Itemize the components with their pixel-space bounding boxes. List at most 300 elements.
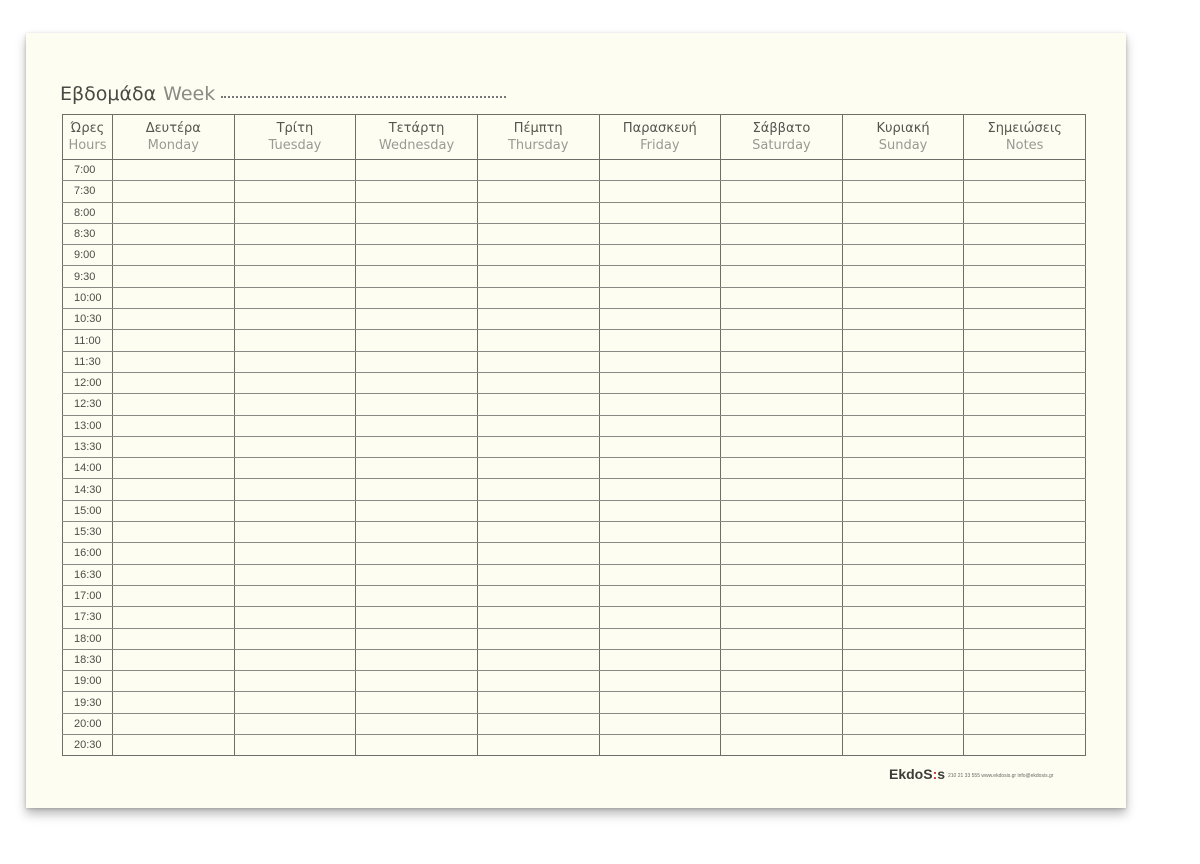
planner-cell[interactable] — [599, 436, 721, 457]
time-row — [63, 394, 1086, 415]
time-label: 13:00 — [63, 415, 113, 436]
planner-cell[interactable] — [234, 692, 356, 713]
time-label: 7:00 — [63, 160, 113, 181]
planner-cell[interactable] — [964, 479, 1086, 500]
planner-cell[interactable] — [964, 564, 1086, 585]
planner-cell[interactable] — [234, 351, 356, 372]
planner-cell[interactable] — [234, 372, 356, 393]
planner-cell[interactable] — [234, 287, 356, 308]
planner-cell[interactable] — [477, 436, 599, 457]
planner-cell[interactable] — [477, 372, 599, 393]
planner-cell[interactable] — [842, 585, 964, 606]
planner-cell[interactable] — [113, 671, 235, 692]
planner-cell[interactable] — [964, 181, 1086, 202]
planner-cell[interactable] — [721, 713, 843, 734]
time-label: 15:00 — [63, 500, 113, 521]
planner-cell[interactable] — [356, 564, 478, 585]
planner-cell[interactable] — [356, 543, 478, 564]
planner-cell[interactable] — [113, 458, 235, 479]
planner-cell[interactable] — [599, 394, 721, 415]
week-fill-line — [221, 96, 506, 98]
header-thursday — [477, 115, 599, 160]
header-friday — [599, 115, 721, 160]
planner-cell[interactable] — [234, 628, 356, 649]
planner-cell[interactable] — [964, 330, 1086, 351]
planner-cell[interactable] — [721, 458, 843, 479]
planner-cell[interactable] — [721, 436, 843, 457]
planner-cell[interactable] — [842, 500, 964, 521]
planner-cell[interactable] — [477, 287, 599, 308]
time-label: 9:30 — [63, 266, 113, 287]
planner-cell[interactable] — [721, 500, 843, 521]
planner-cell[interactable] — [477, 585, 599, 606]
planner-cell[interactable] — [113, 522, 235, 543]
planner-cell[interactable] — [356, 585, 478, 606]
planner-cell[interactable] — [477, 266, 599, 287]
planner-cell[interactable] — [234, 202, 356, 223]
time-row — [63, 713, 1086, 734]
time-row — [63, 649, 1086, 670]
planner-cell[interactable] — [721, 160, 843, 181]
planner-cell[interactable] — [599, 245, 721, 266]
planner-cell[interactable] — [113, 628, 235, 649]
time-row — [63, 309, 1086, 330]
planner-cell[interactable] — [356, 202, 478, 223]
planner-cell[interactable] — [234, 607, 356, 628]
planner-cell[interactable] — [721, 351, 843, 372]
planner-cell[interactable] — [599, 692, 721, 713]
planner-cell[interactable] — [721, 649, 843, 670]
planner-cell[interactable] — [599, 500, 721, 521]
planner-cell[interactable] — [964, 500, 1086, 521]
planner-cell[interactable] — [234, 436, 356, 457]
planner-cell[interactable] — [721, 692, 843, 713]
planner-cell[interactable] — [599, 223, 721, 244]
planner-cell[interactable] — [599, 735, 721, 756]
weekly-planner-table — [62, 114, 1086, 756]
planner-cell[interactable] — [599, 202, 721, 223]
planner-cell[interactable] — [356, 713, 478, 734]
planner-cell[interactable] — [721, 607, 843, 628]
planner-cell[interactable] — [356, 735, 478, 756]
planner-cell[interactable] — [356, 266, 478, 287]
planner-cell[interactable] — [477, 671, 599, 692]
time-label: 20:30 — [63, 735, 113, 756]
planner-cell[interactable] — [477, 713, 599, 734]
planner-cell[interactable] — [721, 266, 843, 287]
planner-cell[interactable] — [356, 671, 478, 692]
header-greek: Ώρες — [70, 121, 105, 136]
planner-cell[interactable] — [842, 372, 964, 393]
planner-cell[interactable] — [842, 160, 964, 181]
time-label: 10:30 — [63, 309, 113, 330]
planner-cell[interactable] — [477, 458, 599, 479]
planner-cell[interactable] — [842, 223, 964, 244]
planner-cell[interactable] — [599, 351, 721, 372]
time-label: 10:00 — [63, 287, 113, 308]
planner-cell[interactable] — [964, 735, 1086, 756]
planner-cell[interactable] — [356, 287, 478, 308]
time-row — [63, 692, 1086, 713]
header-tuesday — [234, 115, 356, 160]
time-label: 18:30 — [63, 649, 113, 670]
header-sunday — [842, 115, 964, 160]
header-wednesday — [356, 115, 478, 160]
planner-cell[interactable] — [477, 628, 599, 649]
planner-cell[interactable] — [356, 458, 478, 479]
header-english: Notes — [1005, 138, 1044, 153]
planner-cell[interactable] — [356, 181, 478, 202]
planner-cell[interactable] — [721, 415, 843, 436]
time-label: 12:00 — [63, 372, 113, 393]
planner-cell[interactable] — [113, 543, 235, 564]
planner-cell[interactable] — [964, 436, 1086, 457]
planner-cell[interactable] — [356, 351, 478, 372]
planner-cell[interactable] — [721, 287, 843, 308]
planner-cell[interactable] — [113, 415, 235, 436]
planner-cell[interactable] — [234, 671, 356, 692]
planner-cell[interactable] — [721, 223, 843, 244]
planner-cell[interactable] — [234, 181, 356, 202]
planner-cell[interactable] — [842, 415, 964, 436]
time-label: 7:30 — [63, 181, 113, 202]
planner-cell[interactable] — [721, 735, 843, 756]
planner-cell[interactable] — [721, 202, 843, 223]
time-label: 18:00 — [63, 628, 113, 649]
time-row — [63, 202, 1086, 223]
planner-cell[interactable] — [113, 223, 235, 244]
planner-cell[interactable] — [842, 479, 964, 500]
planner-cell[interactable] — [721, 372, 843, 393]
planner-cell[interactable] — [721, 564, 843, 585]
time-row — [63, 564, 1086, 585]
planner-cell[interactable] — [599, 330, 721, 351]
header-english: Thursday — [507, 138, 569, 153]
planner-cell[interactable] — [356, 415, 478, 436]
planner-cell[interactable] — [964, 351, 1086, 372]
planner-cell[interactable] — [842, 287, 964, 308]
header-saturday — [721, 115, 843, 160]
planner-cell[interactable] — [234, 564, 356, 585]
planner-cell[interactable] — [234, 585, 356, 606]
planner-cell[interactable] — [477, 649, 599, 670]
planner-cell[interactable] — [113, 585, 235, 606]
planner-cell[interactable] — [113, 351, 235, 372]
planner-cell[interactable] — [477, 692, 599, 713]
planner-cell[interactable] — [721, 671, 843, 692]
header-english: Sunday — [878, 138, 928, 153]
planner-cell[interactable] — [234, 713, 356, 734]
time-row — [63, 181, 1086, 202]
planner-cell[interactable] — [113, 202, 235, 223]
planner-cell[interactable] — [599, 458, 721, 479]
planner-cell[interactable] — [842, 522, 964, 543]
planner-cell[interactable] — [113, 309, 235, 330]
planner-cell[interactable] — [234, 500, 356, 521]
planner-cell[interactable] — [842, 713, 964, 734]
planner-cell[interactable] — [477, 309, 599, 330]
planner-cell[interactable] — [842, 351, 964, 372]
planner-cell[interactable] — [477, 394, 599, 415]
planner-cell[interactable] — [721, 585, 843, 606]
header-hours — [63, 115, 113, 160]
planner-cell[interactable] — [113, 713, 235, 734]
time-label: 14:00 — [63, 458, 113, 479]
planner-cell[interactable] — [113, 266, 235, 287]
planner-cell[interactable] — [599, 671, 721, 692]
planner-cell[interactable] — [842, 245, 964, 266]
time-row — [63, 266, 1086, 287]
planner-cell[interactable] — [113, 436, 235, 457]
planner-cell[interactable] — [356, 330, 478, 351]
time-label: 16:00 — [63, 543, 113, 564]
planner-cell[interactable] — [842, 394, 964, 415]
planner-cell[interactable] — [964, 415, 1086, 436]
planner-cell[interactable] — [964, 266, 1086, 287]
logo-suffix: s — [937, 766, 946, 782]
planner-cell[interactable] — [842, 649, 964, 670]
planner-cell[interactable] — [234, 649, 356, 670]
time-row — [63, 458, 1086, 479]
planner-cell[interactable] — [964, 202, 1086, 223]
planner-cell[interactable] — [234, 309, 356, 330]
planner-cell[interactable] — [842, 671, 964, 692]
planner-cell[interactable] — [234, 223, 356, 244]
planner-cell[interactable] — [964, 713, 1086, 734]
planner-cell[interactable] — [842, 266, 964, 287]
planner-cell[interactable] — [356, 436, 478, 457]
time-label: 12:30 — [63, 394, 113, 415]
planner-cell[interactable] — [113, 160, 235, 181]
planner-cell[interactable] — [477, 351, 599, 372]
planner-cell[interactable] — [477, 500, 599, 521]
planner-cell[interactable] — [599, 309, 721, 330]
planner-cell[interactable] — [964, 458, 1086, 479]
planner-cell[interactable] — [964, 692, 1086, 713]
time-row — [63, 522, 1086, 543]
time-row — [63, 351, 1086, 372]
planner-cell[interactable] — [599, 287, 721, 308]
planner-cell[interactable] — [842, 436, 964, 457]
planner-cell[interactable] — [477, 522, 599, 543]
planner-cell[interactable] — [477, 607, 599, 628]
planner-cell[interactable] — [356, 607, 478, 628]
planner-cell[interactable] — [113, 692, 235, 713]
planner-cell[interactable] — [113, 245, 235, 266]
week-title-greek: Εβδομάδα — [60, 83, 157, 105]
planner-cell[interactable] — [234, 458, 356, 479]
header-row — [63, 115, 1086, 160]
planner-cell[interactable] — [721, 181, 843, 202]
week-title — [60, 83, 506, 105]
planner-cell[interactable] — [113, 287, 235, 308]
time-row — [63, 330, 1086, 351]
planner-cell[interactable] — [356, 160, 478, 181]
time-label: 9:00 — [63, 245, 113, 266]
planner-cell[interactable] — [234, 543, 356, 564]
planner-cell[interactable] — [842, 735, 964, 756]
planner-cell[interactable] — [599, 628, 721, 649]
planner-cell[interactable] — [113, 372, 235, 393]
planner-cell[interactable] — [964, 607, 1086, 628]
planner-cell[interactable] — [356, 309, 478, 330]
planner-cell[interactable] — [356, 649, 478, 670]
planner-cell[interactable] — [842, 628, 964, 649]
planner-cell[interactable] — [477, 735, 599, 756]
planner-cell[interactable] — [964, 585, 1086, 606]
planner-cell[interactable] — [356, 372, 478, 393]
header-monday — [113, 115, 235, 160]
planner-cell[interactable] — [477, 202, 599, 223]
header-greek: Τρίτη — [276, 121, 314, 136]
planner-cell[interactable] — [842, 607, 964, 628]
planner-cell[interactable] — [599, 649, 721, 670]
planner-cell[interactable] — [234, 266, 356, 287]
planner-cell[interactable] — [842, 543, 964, 564]
header-greek: Σάββατο — [752, 121, 811, 136]
time-row — [63, 479, 1086, 500]
planner-cell[interactable] — [599, 479, 721, 500]
planner-cell[interactable] — [599, 160, 721, 181]
planner-cell[interactable] — [964, 309, 1086, 330]
planner-cell[interactable] — [842, 202, 964, 223]
planner-body — [63, 160, 1086, 756]
planner-cell[interactable] — [842, 564, 964, 585]
time-row — [63, 223, 1086, 244]
planner-cell[interactable] — [356, 522, 478, 543]
planner-cell[interactable] — [477, 543, 599, 564]
planner-cell[interactable] — [964, 522, 1086, 543]
planner-cell[interactable] — [842, 458, 964, 479]
planner-cell[interactable] — [113, 394, 235, 415]
planner-cell[interactable] — [477, 330, 599, 351]
header-greek: Κυριακή — [876, 121, 930, 136]
planner-cell[interactable] — [234, 394, 356, 415]
planner-cell[interactable] — [234, 479, 356, 500]
logo-text: EkdoS — [889, 766, 933, 782]
planner-cell[interactable] — [599, 543, 721, 564]
planner-cell[interactable] — [964, 671, 1086, 692]
planner-cell[interactable] — [477, 181, 599, 202]
planner-cell[interactable] — [234, 735, 356, 756]
planner-cell[interactable] — [113, 181, 235, 202]
time-label: 8:00 — [63, 202, 113, 223]
planner-cell[interactable] — [964, 372, 1086, 393]
planner-cell[interactable] — [964, 649, 1086, 670]
planner-cell[interactable] — [721, 245, 843, 266]
planner-cell[interactable] — [964, 223, 1086, 244]
header-english: Saturday — [752, 138, 811, 153]
time-row — [63, 543, 1086, 564]
planner-cell[interactable] — [964, 394, 1086, 415]
planner-cell[interactable] — [234, 415, 356, 436]
planner-cell[interactable] — [721, 628, 843, 649]
time-row — [63, 607, 1086, 628]
planner-cell[interactable] — [356, 692, 478, 713]
planner-cell[interactable] — [477, 160, 599, 181]
header-english: Friday — [640, 138, 680, 153]
planner-cell[interactable] — [964, 628, 1086, 649]
planner-cell[interactable] — [477, 245, 599, 266]
planner-cell[interactable] — [599, 181, 721, 202]
time-label: 11:30 — [63, 351, 113, 372]
planner-cell[interactable] — [599, 522, 721, 543]
planner-cell[interactable] — [964, 245, 1086, 266]
planner-cell[interactable] — [113, 564, 235, 585]
time-row — [63, 372, 1086, 393]
time-label: 13:30 — [63, 436, 113, 457]
planner-cell[interactable] — [842, 309, 964, 330]
planner-cell[interactable] — [599, 564, 721, 585]
time-label: 14:30 — [63, 479, 113, 500]
planner-cell[interactable] — [842, 330, 964, 351]
planner-cell[interactable] — [964, 543, 1086, 564]
planner-cell[interactable] — [721, 543, 843, 564]
planner-cell[interactable] — [234, 330, 356, 351]
planner-cell[interactable] — [113, 649, 235, 670]
planner-cell[interactable] — [721, 479, 843, 500]
planner-cell[interactable] — [113, 735, 235, 756]
planner-cell[interactable] — [234, 160, 356, 181]
planner-cell[interactable] — [356, 628, 478, 649]
planner-cell[interactable] — [721, 522, 843, 543]
time-row — [63, 671, 1086, 692]
planner-cell[interactable] — [842, 692, 964, 713]
planner-cell[interactable] — [356, 500, 478, 521]
planner-cell[interactable] — [721, 330, 843, 351]
planner-cell[interactable] — [113, 607, 235, 628]
planner-cell[interactable] — [599, 585, 721, 606]
header-english: Monday — [147, 138, 199, 153]
planner-cell[interactable] — [964, 160, 1086, 181]
planner-cell[interactable] — [599, 266, 721, 287]
planner-cell[interactable] — [599, 607, 721, 628]
planner-cell[interactable] — [477, 479, 599, 500]
planner-cell[interactable] — [113, 500, 235, 521]
planner-cell[interactable] — [356, 479, 478, 500]
planner-cell[interactable] — [477, 223, 599, 244]
planner-cell[interactable] — [113, 479, 235, 500]
header-english: Wednesday — [378, 138, 455, 153]
planner-cell[interactable] — [721, 394, 843, 415]
planner-cell[interactable] — [113, 330, 235, 351]
planner-cell[interactable] — [234, 245, 356, 266]
publisher-contact: 210 21 33 555 www.ekdosis.gr info@ekdosis.gr — [948, 773, 1054, 779]
planner-cell[interactable] — [234, 522, 356, 543]
time-label: 8:30 — [63, 223, 113, 244]
header-greek: Τετάρτη — [388, 121, 445, 136]
planner-cell[interactable] — [599, 415, 721, 436]
planner-cell[interactable] — [477, 564, 599, 585]
planner-cell[interactable] — [964, 287, 1086, 308]
planner-cell[interactable] — [356, 223, 478, 244]
time-row — [63, 585, 1086, 606]
planner-cell[interactable] — [599, 713, 721, 734]
planner-cell[interactable] — [356, 245, 478, 266]
planner-cell[interactable] — [721, 309, 843, 330]
time-label: 19:30 — [63, 692, 113, 713]
header-greek: Παρασκευή — [622, 121, 697, 136]
time-row — [63, 160, 1086, 181]
planner-cell[interactable] — [356, 394, 478, 415]
time-row — [63, 500, 1086, 521]
publisher-logo — [889, 766, 945, 782]
planner-cell[interactable] — [477, 415, 599, 436]
time-row — [63, 436, 1086, 457]
planner-cell[interactable] — [599, 372, 721, 393]
time-label: 16:30 — [63, 564, 113, 585]
planner-cell[interactable] — [842, 181, 964, 202]
